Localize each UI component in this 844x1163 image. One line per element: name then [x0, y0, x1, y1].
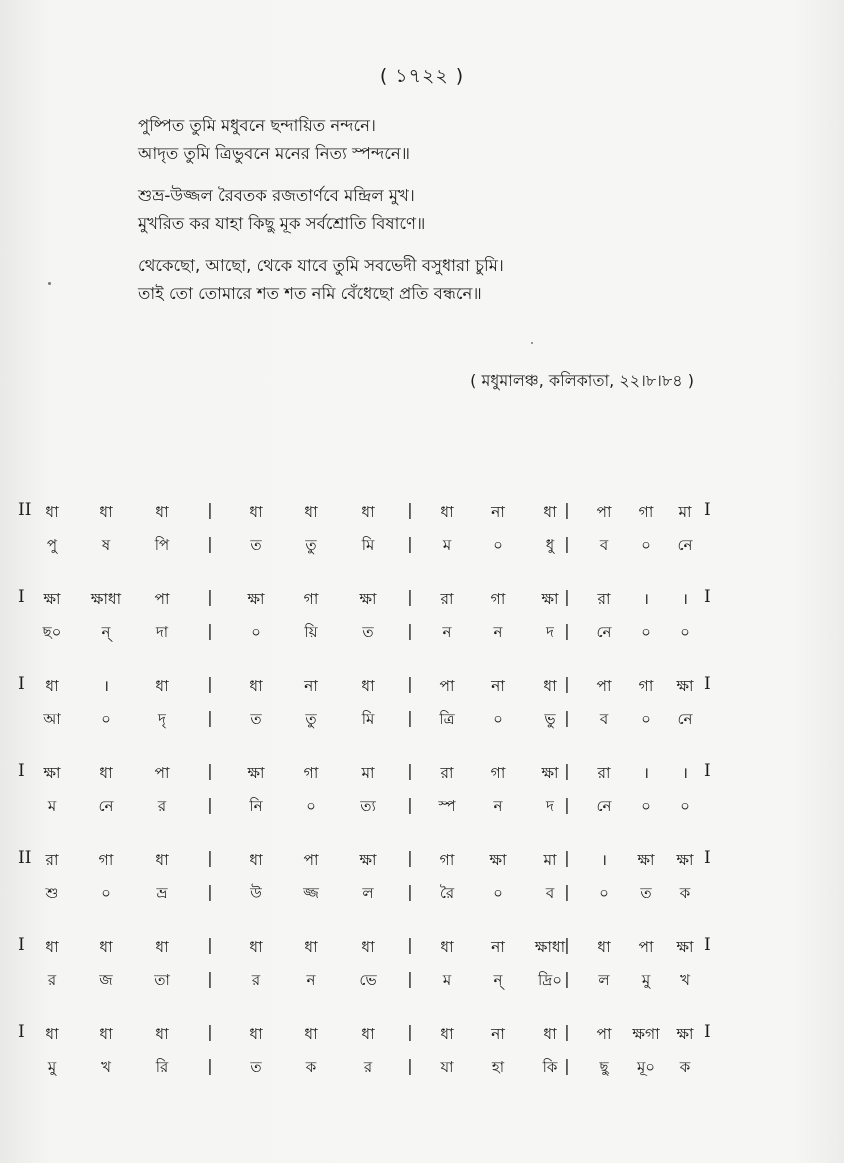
start-barline: I: [18, 1022, 25, 1042]
swara-note: ধা: [99, 503, 113, 521]
swara-note: ক্ষা: [489, 851, 507, 869]
bar-divider: |: [407, 621, 413, 640]
lyric-syllable: ০: [641, 623, 651, 641]
swara-note: ।: [601, 851, 607, 869]
lyric-syllable: শু: [45, 884, 59, 902]
swara-note: মা: [678, 503, 692, 521]
swara-note: ক্ষা: [247, 590, 265, 608]
swara-note: ধা: [543, 677, 557, 695]
bar-divider: |: [207, 1022, 213, 1041]
lyric-syllable: ০: [493, 536, 503, 554]
swara-note: ধা: [45, 503, 59, 521]
lyric-syllable: ন্: [493, 971, 503, 989]
notation-block: [14, 674, 714, 745]
swara-note: না: [491, 677, 505, 695]
bar-divider: |: [207, 761, 213, 780]
lyric-syllable: ভে: [359, 971, 377, 989]
swara-note: পা: [154, 590, 170, 608]
stanza: [138, 252, 698, 308]
bar-divider: |: [207, 969, 213, 988]
lyric-syllable: নে: [677, 536, 693, 554]
stanza: [138, 112, 698, 168]
swara-note: ক্ষা: [676, 677, 694, 695]
swara-note: ধা: [249, 503, 263, 521]
swara-note: গা: [490, 764, 506, 782]
lyric-syllable: পি: [154, 536, 170, 554]
start-barline: I: [18, 761, 25, 781]
lyric-syllable: কি: [542, 1058, 558, 1076]
lyric-syllable: ন: [493, 623, 503, 641]
bar-divider: |: [564, 708, 570, 727]
swara-note: পা: [303, 851, 319, 869]
end-barline: I: [704, 500, 711, 520]
lyric-syllable: ০: [493, 710, 503, 728]
swara-note: ধা: [45, 1025, 59, 1043]
lyric-syllable: হা: [491, 1058, 505, 1076]
verse-line: তাই তো তোমারে শত শত নমি বেঁধেছো প্রতি বন্ধনে॥: [138, 284, 482, 303]
verse-line: পুষ্পিত তুমি মধুবনে ছন্দায়িত নন্দনে।: [138, 116, 376, 135]
start-barline: II: [18, 500, 32, 520]
swara-note: ধা: [99, 1025, 113, 1043]
bar-divider: |: [407, 848, 413, 867]
lyric-syllable: ০: [680, 623, 690, 641]
notation-block: [14, 1022, 714, 1093]
lyric-syllable: ন: [493, 797, 503, 815]
lyric-syllable: মি: [361, 710, 375, 728]
lyric-syllable: ব: [599, 710, 609, 728]
bar-divider: |: [407, 969, 413, 988]
swara-note: গা: [303, 764, 319, 782]
bar-divider: |: [564, 587, 570, 606]
lyric-syllable: নে: [596, 797, 612, 815]
lyric-syllable: রি: [155, 1058, 169, 1076]
swara-note: গা: [490, 590, 506, 608]
swara-note: পা: [439, 677, 455, 695]
page-number: ( ১৭২২ ): [379, 65, 465, 87]
swara-row: [14, 761, 714, 795]
lyric-syllable: ম: [442, 536, 452, 554]
lyric-syllable: ছু: [599, 1058, 609, 1076]
lyric-syllable: ০: [493, 884, 503, 902]
song-lyrics: [138, 112, 698, 322]
lyric-syllable: ০: [680, 797, 690, 815]
lyric-syllable: দা: [155, 623, 169, 641]
swara-note: ধা: [249, 1025, 263, 1043]
lyric-syllable: দ: [546, 623, 554, 641]
bar-divider: |: [207, 621, 213, 640]
start-barline: II: [18, 848, 32, 868]
lyric-syllable: র: [363, 1058, 373, 1076]
lyric-syllable: ন্: [101, 623, 111, 641]
lyric-syllable: তু: [305, 710, 317, 728]
end-barline: I: [704, 587, 711, 607]
swara-note: ক্ষা: [637, 851, 655, 869]
lyric-syllable: ত্য: [360, 797, 376, 815]
lyric-syllable: তু: [305, 536, 317, 554]
swara-note: ধা: [361, 677, 375, 695]
swara-note: ক্ষা: [359, 590, 377, 608]
lyric-syllable: ভু: [544, 710, 556, 728]
lyric-syllable: ০: [306, 797, 316, 815]
swara-note: রা: [45, 851, 59, 869]
lyric-syllable: ০: [251, 623, 261, 641]
swara-row: [14, 935, 714, 969]
swara-note: ধা: [543, 503, 557, 521]
lyric-row: [14, 882, 714, 919]
bar-divider: |: [407, 708, 413, 727]
swara-note: না: [304, 677, 318, 695]
bar-divider: |: [564, 761, 570, 780]
lyric-syllable: ০: [641, 536, 651, 554]
lyric-syllable: দৃ: [158, 710, 166, 728]
lyric-syllable: উ: [250, 884, 262, 902]
swara-note: ধা: [361, 938, 375, 956]
swara-note: ধা: [440, 938, 454, 956]
swara-note: ক্ষা: [676, 851, 694, 869]
lyric-syllable: য়ি: [304, 623, 318, 641]
lyric-row: [14, 1056, 714, 1093]
notation-block: [14, 587, 714, 658]
swara-note: ক্ষাধা: [90, 590, 122, 608]
lyric-syllable: ত: [250, 1058, 262, 1076]
swara-note: ক্ষগা: [632, 1025, 660, 1043]
bar-divider: |: [207, 795, 213, 814]
swara-note: ধা: [304, 1025, 318, 1043]
lyric-syllable: ত: [250, 536, 262, 554]
lyric-syllable: জ: [99, 971, 113, 989]
swara-note: ক্ষা: [676, 1025, 694, 1043]
swara-note: পা: [154, 764, 170, 782]
bar-divider: |: [407, 882, 413, 901]
bar-divider: |: [407, 935, 413, 954]
bar-divider: |: [207, 534, 213, 553]
lyric-syllable: নি: [249, 797, 263, 815]
lyric-syllable: ০: [101, 884, 111, 902]
bar-divider: |: [564, 621, 570, 640]
swara-note: মা: [361, 764, 375, 782]
stanza: [138, 182, 698, 238]
swara-note: পা: [596, 1025, 612, 1043]
bar-divider: |: [564, 500, 570, 519]
swara-note: না: [491, 503, 505, 521]
lyric-syllable: র: [47, 971, 57, 989]
lyric-syllable: নে: [98, 797, 114, 815]
bar-divider: |: [407, 587, 413, 606]
bar-divider: |: [564, 795, 570, 814]
lyric-row: [14, 708, 714, 745]
lyric-syllable: ল: [362, 884, 374, 902]
lyric-syllable: খ: [680, 971, 690, 989]
start-barline: I: [18, 935, 25, 955]
bar-divider: |: [407, 761, 413, 780]
swara-note: ।: [643, 590, 649, 608]
bar-divider: |: [207, 587, 213, 606]
swara-note: ধা: [155, 851, 169, 869]
bar-divider: |: [564, 1022, 570, 1041]
lyric-syllable: ম: [47, 797, 57, 815]
lyric-syllable: ০: [101, 710, 111, 728]
swara-row: [14, 1022, 714, 1056]
swara-note: ধা: [361, 503, 375, 521]
lyric-syllable: মু: [641, 971, 651, 989]
bar-divider: |: [564, 969, 570, 988]
bar-divider: |: [564, 882, 570, 901]
lyric-row: [14, 534, 714, 571]
lyric-syllable: পু: [46, 536, 58, 554]
swara-note: ক্ষা: [359, 851, 377, 869]
lyric-syllable: নে: [596, 623, 612, 641]
lyric-syllable: ল: [598, 971, 610, 989]
lyric-syllable: র: [251, 971, 261, 989]
bar-divider: |: [407, 1022, 413, 1041]
swara-note: গা: [638, 503, 654, 521]
lyric-syllable: ০: [599, 884, 609, 902]
swara-note: ধা: [249, 851, 263, 869]
lyric-syllable: ক: [679, 1058, 691, 1076]
lyric-row: [14, 795, 714, 832]
lyric-syllable: ত: [250, 710, 262, 728]
verse-line: থেকেছো, আছো, থেকে যাবে তুমি সবভেদী বসুধারা চুমি।: [138, 256, 504, 275]
swara-note: ধা: [155, 677, 169, 695]
swara-note: ক্ষা: [541, 590, 559, 608]
lyric-syllable: মু: [47, 1058, 57, 1076]
bar-divider: |: [407, 534, 413, 553]
lyric-syllable: খ: [101, 1058, 111, 1076]
lyric-syllable: জ্জ: [303, 884, 319, 902]
lyric-syllable: ষ: [101, 536, 111, 554]
swara-note: গা: [303, 590, 319, 608]
swara-note: ক্ষা: [43, 764, 61, 782]
end-barline: I: [704, 761, 711, 781]
lyric-syllable: ০: [641, 797, 651, 815]
swara-note: পা: [596, 503, 612, 521]
lyric-syllable: ছ০: [42, 623, 62, 641]
swara-note: ।: [682, 764, 688, 782]
bar-divider: |: [564, 848, 570, 867]
lyric-syllable: ক: [305, 1058, 317, 1076]
swara-note: পা: [596, 677, 612, 695]
swara-note: ধা: [440, 1025, 454, 1043]
bar-divider: |: [407, 795, 413, 814]
verse-line: শুভ্র-উজ্জল রৈবতক রজতার্ণবে মন্দ্রিল মুখ।: [138, 186, 415, 205]
swara-note: ক্ষা: [541, 764, 559, 782]
lyric-row: [14, 621, 714, 658]
swara-note: ধা: [440, 503, 454, 521]
lyric-syllable: ভ্র: [156, 884, 168, 902]
bar-divider: |: [407, 674, 413, 693]
lyric-syllable: দ: [546, 797, 554, 815]
swaralipi-notation: [14, 500, 714, 1109]
end-barline: I: [704, 674, 711, 694]
verse-line: মুখরিত কর যাহা কিছু মূক সর্বশ্রোতি বিষাণে॥: [138, 214, 426, 233]
bar-divider: |: [207, 848, 213, 867]
lyric-syllable: র: [157, 797, 167, 815]
swara-note: গা: [439, 851, 455, 869]
swara-note: ধা: [99, 764, 113, 782]
swara-note: ধা: [45, 677, 59, 695]
lyric-syllable: স্প: [438, 797, 456, 815]
lyric-syllable: ত্রি: [439, 710, 455, 728]
swara-note: ধা: [361, 1025, 375, 1043]
bar-divider: |: [207, 708, 213, 727]
lyric-syllable: নে: [677, 710, 693, 728]
end-barline: I: [704, 1022, 711, 1042]
swara-note: ।: [643, 764, 649, 782]
swara-note: ধা: [45, 938, 59, 956]
swara-note: রা: [440, 764, 454, 782]
lyric-syllable: দ্রি০: [537, 971, 563, 989]
swara-row: [14, 500, 714, 534]
bar-divider: |: [564, 534, 570, 553]
bar-divider: |: [564, 674, 570, 693]
swara-note: রা: [597, 764, 611, 782]
swara-note: ধা: [99, 938, 113, 956]
lyric-syllable: ব: [599, 536, 609, 554]
swara-note: ধা: [155, 938, 169, 956]
lyric-syllable: ত: [362, 623, 374, 641]
swara-note: ।: [682, 590, 688, 608]
swara-note: না: [491, 1025, 505, 1043]
swara-note: ধা: [155, 503, 169, 521]
lyric-syllable: ক: [679, 884, 691, 902]
swara-row: [14, 587, 714, 621]
swara-note: ক্ষা: [43, 590, 61, 608]
swara-note: ধা: [249, 677, 263, 695]
composition-credit: ( মধুমালঞ্চ, কলিকাতা, ২২।৮।৮৪ ): [470, 371, 694, 390]
swara-note: ধা: [597, 938, 611, 956]
lyric-syllable: ব: [545, 884, 555, 902]
bar-divider: |: [407, 500, 413, 519]
bar-divider: |: [207, 1056, 213, 1075]
paper-speck: [531, 342, 533, 344]
lyric-syllable: ম: [442, 971, 452, 989]
lyric-syllable: ০: [641, 710, 651, 728]
swara-note: ক্ষা: [676, 938, 694, 956]
lyric-syllable: আ: [43, 710, 61, 728]
swara-note: মা: [543, 851, 557, 869]
swara-note: রা: [597, 590, 611, 608]
swara-note: ধা: [304, 938, 318, 956]
bar-divider: |: [207, 674, 213, 693]
end-barline: I: [704, 848, 711, 868]
lyric-syllable: রৈ: [439, 884, 455, 902]
lyric-syllable: মি: [361, 536, 375, 554]
swara-row: [14, 674, 714, 708]
swara-note: গা: [98, 851, 114, 869]
start-barline: I: [18, 674, 25, 694]
swara-note: ।: [103, 677, 109, 695]
lyric-row: [14, 969, 714, 1006]
notation-block: [14, 500, 714, 571]
swara-note: ধা: [155, 1025, 169, 1043]
lyric-syllable: ধু: [545, 536, 555, 554]
bar-divider: |: [564, 1056, 570, 1075]
notation-block: [14, 935, 714, 1006]
lyric-syllable: ন: [306, 971, 316, 989]
bar-divider: |: [207, 500, 213, 519]
bar-divider: |: [564, 935, 570, 954]
bar-divider: |: [207, 882, 213, 901]
lyric-syllable: তা: [154, 971, 170, 989]
notation-block: [14, 848, 714, 919]
notation-block: [14, 761, 714, 832]
verse-line: আদৃত তুমি ত্রিভুবনে মনের নিত্য স্পন্দনে॥: [138, 144, 411, 163]
lyric-syllable: ন: [442, 623, 452, 641]
end-barline: I: [704, 935, 711, 955]
swara-note: রা: [440, 590, 454, 608]
swara-note: না: [491, 938, 505, 956]
swara-note: ধা: [249, 938, 263, 956]
bar-divider: |: [407, 1056, 413, 1075]
swara-note: পা: [638, 938, 654, 956]
swara-note: ক্ষাধা: [534, 938, 566, 956]
swara-note: গা: [638, 677, 654, 695]
swara-row: [14, 848, 714, 882]
bar-divider: |: [207, 935, 213, 954]
paper-speck: [48, 282, 51, 285]
lyric-syllable: মূ০: [636, 1058, 656, 1076]
swara-note: ক্ষা: [247, 764, 265, 782]
lyric-syllable: যা: [440, 1058, 454, 1076]
swara-note: ধা: [304, 503, 318, 521]
start-barline: I: [18, 587, 25, 607]
lyric-syllable: ত: [640, 884, 652, 902]
swara-note: ধা: [543, 1025, 557, 1043]
